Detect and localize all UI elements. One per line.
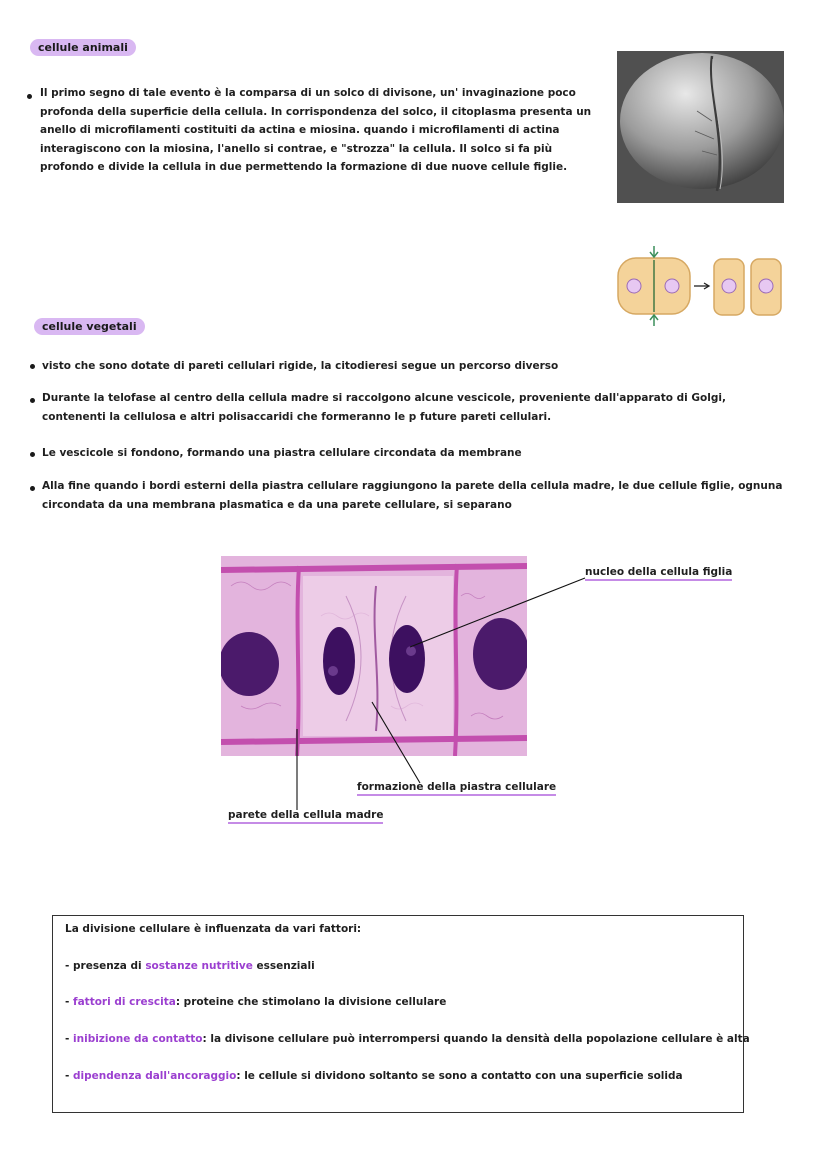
animal-paragraph: Il primo segno di tale evento è la comparsa di un solco di divisone, un' invaginazione poco profonda della superficie della cellula. In corrispondenza del solco, il citoplasma presenta un anello di microfilamenti costituiti da actina e miosina. quando i microfilamenti di actina interagiscono con la miosina, l'anello si contrae, e "strozza" la cellula. Il solco si fa più profondo e divide la cellula in due permettendo la formazione di due nuove cellule figlie. [40, 87, 592, 173]
label-plate: formazione della piastra cellulare [357, 781, 556, 796]
section-tag-animal: cellule animali [30, 39, 136, 56]
plant-bullet-2: Durante la telofase al centro della cellula madre si raccolgono alcune vescicole, proveniente dall'apparato di Golgi, contenenti la cellulosa e altri polisaccaridi che formeranno le p future pareti cellulari. [42, 392, 726, 423]
plant-bullet-1: visto che sono dotate di pareti cellulari rigide, la citodieresi segue un percorso diverso [42, 360, 559, 372]
plant-bullet-3: Le vescicole si fondono, formando una piastra cellulare circondata da membrane [42, 447, 522, 459]
plant-bullet-4: Alla fine quando i bordi esterni della piastra cellulare raggiungono la parete della cellula madre, le due cellule figlie, ognuna circondata da una membrana plasmatica e da una parete cellulare, si separano [42, 480, 783, 511]
label-wall: parete della cellula madre [228, 809, 383, 824]
factor-item: - fattori di crescita: proteine che stimolano la divisione cellulare [65, 996, 447, 1008]
factors-box [52, 915, 750, 1113]
factor-item: - dipendenza dall'ancoraggio: le cellule si dividono soltanto se sono a contatto con una superficie solida [65, 1070, 683, 1082]
factor-item: - presenza di sostanze nutritive essenziali [65, 960, 315, 972]
factors-intro: La divisione cellulare è influenzata da vari fattori: [65, 923, 362, 935]
factor-item: - inibizione da contatto: la divisone cellulare può interrompersi quando la densità della popolazione cellulare è alta [65, 1033, 750, 1045]
section-tag-plant: cellule vegetali [34, 318, 145, 335]
label-nucleus: nucleo della cellula figlia [585, 566, 732, 581]
